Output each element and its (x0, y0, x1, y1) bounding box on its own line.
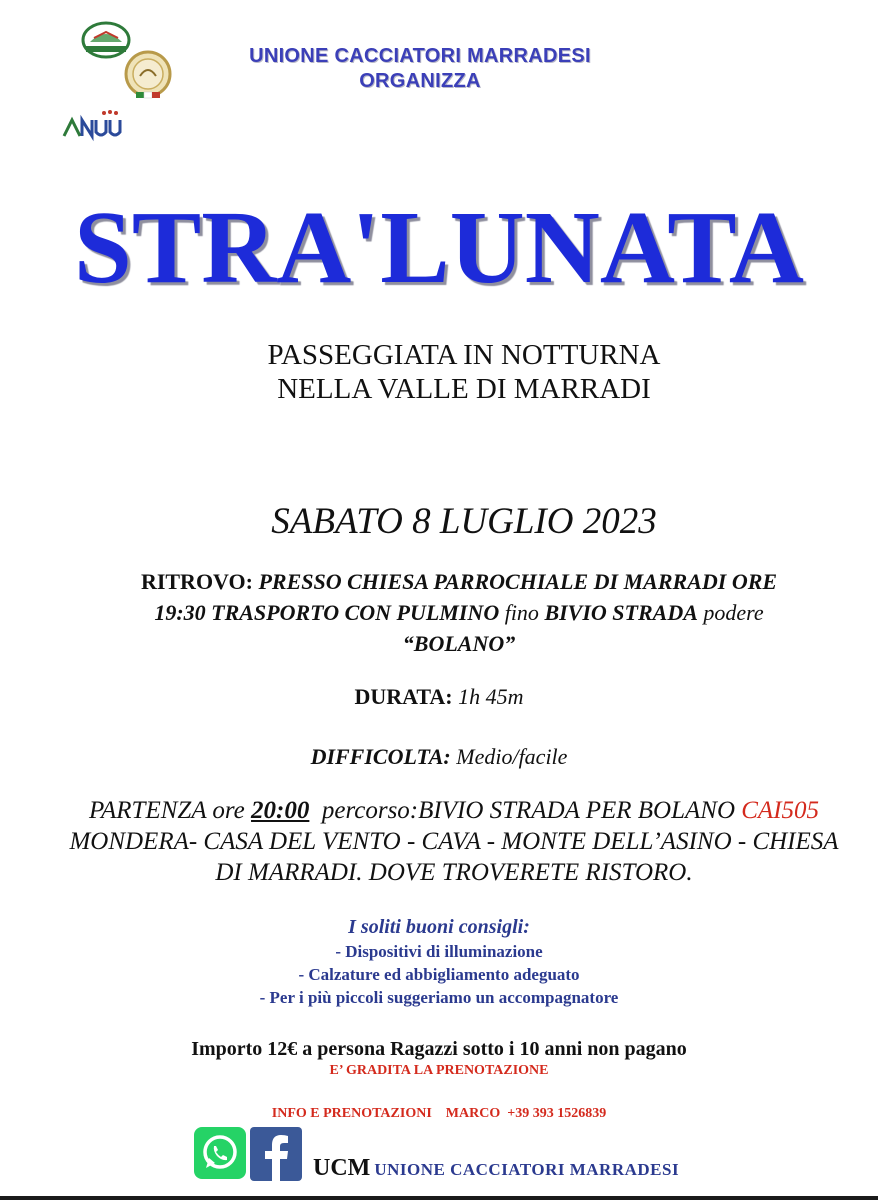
departure-time: 20:00 (251, 797, 310, 824)
departure-route (30, 795, 878, 888)
ritrovo-text-1: PRESSO CHIESA PARROCHIALE DI MARRADI ORE (258, 569, 778, 594)
departure-route-1: percorso:BIVIO STRADA PER BOLANO (321, 797, 735, 824)
ritrovo-text-2c: BIVIO STRADA (544, 600, 698, 625)
ritrovo-label: RITROVO: (140, 569, 253, 594)
difficulty (0, 742, 878, 772)
advice-heading: I soliti buoni consigli: (348, 916, 530, 938)
departure-route-2: MONDERA- CASA DEL VENTO - CAVA - MONTE DELL’ASINO - CHIESA (69, 828, 839, 855)
subtitle-line-2: NELLA VALLE DI MARRADI (277, 373, 651, 405)
ritrovo-text-2b: fino (504, 600, 539, 625)
duration-label: DURATA: (354, 684, 453, 709)
organizer-line-1: UNIONE CACCIATORI MARRADESI (249, 45, 591, 67)
cai-trail: CAI505 (741, 797, 820, 824)
meeting-point (40, 566, 878, 659)
difficulty-value: Medio/facile (456, 744, 568, 769)
fidc-logo (122, 48, 174, 104)
ritrovo-text-2a: 19:30 TRASPORTO CON PULMINO (154, 600, 500, 625)
departure-route-3: DI MARRADI. DOVE TROVERETE RISTORO. (215, 859, 693, 886)
duration (0, 682, 878, 712)
departure-prefix: PARTENZA ore (88, 797, 245, 824)
whatsapp-icon[interactable] (194, 1127, 246, 1179)
booking-note: E’ GRADITA LA PRENOTAZIONE (329, 1063, 549, 1078)
anuu-logo (60, 108, 126, 142)
organizer-heading (180, 44, 660, 94)
duration-value: 1h 45m (458, 684, 524, 709)
event-title: STRA'LUNATA (73, 190, 805, 305)
footer-brand (313, 1155, 853, 1182)
advice-list (0, 914, 878, 1009)
subtitle-line-1: PASSEGGIATA IN NOTTURNA (267, 339, 661, 371)
price-info: Importo 12€ a persona Ragazzi sotto i 10 anni non pagano (191, 1038, 687, 1060)
ritrovo-text-2d: podere (703, 600, 764, 625)
footer-full-name: UNIONE CACCIATORI MARRADESI (374, 1160, 680, 1179)
ritrovo-text-3: “BOLANO” (402, 631, 516, 656)
facebook-icon[interactable] (250, 1127, 302, 1181)
bottom-divider (0, 1196, 878, 1200)
difficulty-label: DIFFICOLTA: (310, 744, 451, 769)
contact-info: INFO E PRENOTAZIONI MARCO +39 393 1526839 (271, 1106, 607, 1121)
advice-item: - Dispositivi di illuminazione (335, 942, 543, 961)
advice-item: - Calzature ed abbigliamento adeguato (298, 965, 580, 984)
event-date: SABATO 8 LUGLIO 2023 (271, 501, 657, 542)
advice-item: - Per i più piccoli suggeriamo un accompagnatore (259, 988, 619, 1007)
event-subtitle (200, 338, 728, 406)
organizer-line-2: ORGANIZZA (359, 70, 481, 92)
footer-ucm: UCM (313, 1155, 371, 1181)
